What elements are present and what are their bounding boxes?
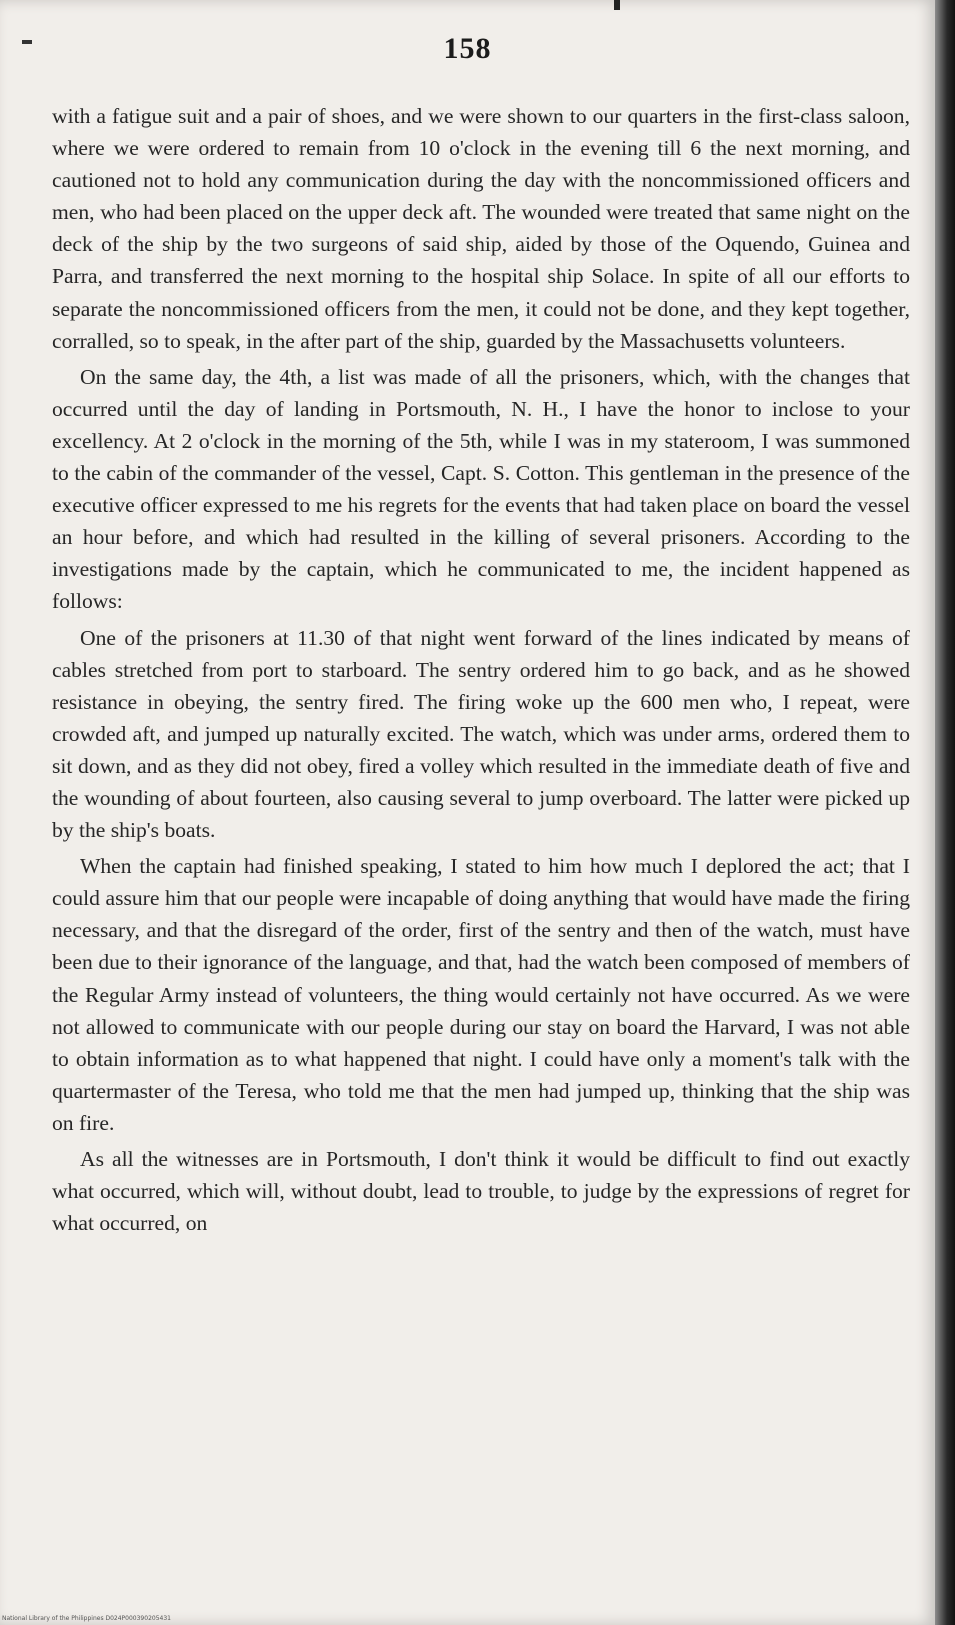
paragraph-1: with a fatigue suit and a pair of shoes, and we were shown to our quarters in the first-class saloon, where we were ordered to remain from 10 o'clock in the evening till 6 the next morning, and cautioned not to hold any communication during the day with the noncommissioned officers and men, who had been placed on the upper deck aft. The wounded were treated that same night on the deck of the ship by the two surgeons of said ship, aided by those of the Oquendo, Guinea and Parra, and transferred the next morning to the hospital ship Solace. In spite of all our efforts to separate the noncommissioned officers from the men, it could not be done, and they kept together, corralled, so to speak, in the after part of the ship, guarded by the Massachusetts volunteers. xyxy=(52,104,910,353)
body-text xyxy=(52,100,910,1243)
scan-mark-top xyxy=(614,0,620,10)
paragraph-5: As all the witnesses are in Portsmouth, I don't think it would be difficult to find out exactly what occurred, which will, without doubt, lead to trouble, to judge by the expressions of regret for what occurred, on xyxy=(52,1147,910,1236)
page-number: 158 xyxy=(443,32,492,65)
footer-watermark: National Library of the Philippines D024P000390205431 xyxy=(2,1615,171,1622)
paragraph-4: When the captain had finished speaking, I stated to him how much I deplored the act; that I could assure him that our people were incapable of doing anything that would have made the firing necessary, and that the disregard of the order, first of the sentry and then of the watch, must have been due to their ignorance of the language, and that, had the watch been composed of members of the Regular Army instead of volunteers, the thing would certainly not have occurred. As we were not allowed to communicate with our people during our stay on board the Harvard, I was not able to obtain information as to what happened that night. I could have only a moment's talk with the quartermaster of the Teresa, who told me that the men had jumped up, thinking that the ship was on fire. xyxy=(52,854,910,1135)
paragraph-2: On the same day, the 4th, a list was made of all the prisoners, which, with the changes that occurred until the day of landing in Portsmouth, N. H., I have the honor to inclose to your excellency. At 2 o'clock in the morning of the 5th, while I was in my stateroom, I was summoned to the cabin of the commander of the vessel, Capt. S. Cotton. This gentleman in the presence of the executive officer expressed to me his regrets for the events that had taken place on board the vessel an hour before, and which had resulted in the killing of several prisoners. According to the investigations made by the captain, which he communicated to me, the incident happened as follows: xyxy=(52,364,910,614)
paragraph-3: One of the prisoners at 11.30 of that night went forward of the lines indicated by means of cables stretched from port to starboard. The sentry ordered him to go back, and as he showed resistance in obeying, the sentry fired. The firing woke up the 600 men who, I repeat, were crowded aft, and jumped up naturally excited. The watch, which was under arms, ordered them to sit down, and as they did not obey, fired a volley which resulted in the immediate death of five and the wounding of about fourteen, also causing several to jump overboard. The latter were picked up by the ship's boats. xyxy=(52,625,910,843)
scan-edge-shadow xyxy=(935,0,955,1625)
